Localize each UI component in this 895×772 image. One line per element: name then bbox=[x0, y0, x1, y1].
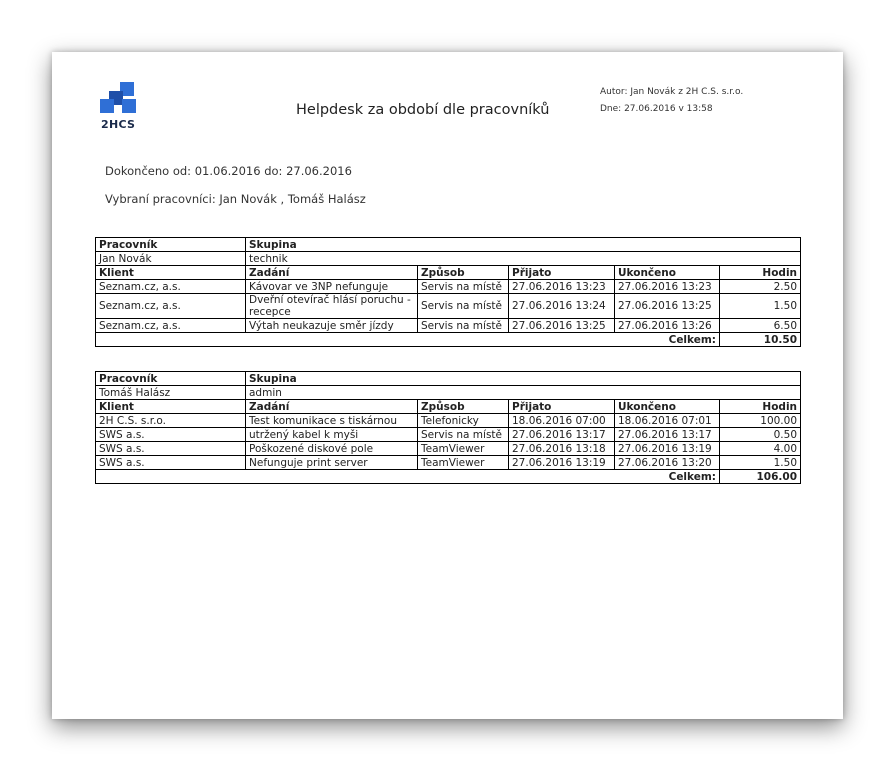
cell-finished: 27.06.2016 13:26 bbox=[615, 319, 720, 333]
worker-name: Jan Novák bbox=[96, 252, 246, 266]
col-finished: Ukončeno bbox=[615, 400, 720, 414]
worker-group: admin bbox=[246, 386, 801, 400]
col-task: Zadání bbox=[246, 400, 418, 414]
cell-hours: 100.00 bbox=[720, 414, 801, 428]
cell-finished: 27.06.2016 13:19 bbox=[615, 442, 720, 456]
worker-group: technik bbox=[246, 252, 801, 266]
cell-task: Kávovar ve 3NP nefunguje bbox=[246, 280, 418, 294]
col-hours: Hodin bbox=[720, 400, 801, 414]
report-page bbox=[52, 52, 843, 719]
cell-task: Nefunguje print server bbox=[246, 456, 418, 470]
total-row bbox=[96, 333, 801, 347]
column-header-row bbox=[96, 266, 801, 280]
total-hours: 106.00 bbox=[720, 470, 801, 484]
cell-received: 27.06.2016 13:24 bbox=[509, 294, 615, 319]
cell-task: Dveřní otevírač hlásí poruchu - recepce bbox=[246, 294, 418, 319]
cell-hours: 4.00 bbox=[720, 442, 801, 456]
col-finished: Ukončeno bbox=[615, 266, 720, 280]
col-group: Skupina bbox=[246, 238, 801, 252]
company-logo bbox=[100, 82, 150, 130]
cell-task: Poškozené diskové pole bbox=[246, 442, 418, 456]
cell-method: TeamViewer bbox=[418, 442, 509, 456]
cell-method: Servis na místě bbox=[418, 280, 509, 294]
worker-row bbox=[96, 386, 801, 400]
cell-method: Telefonicky bbox=[418, 414, 509, 428]
cell-received: 27.06.2016 13:23 bbox=[509, 280, 615, 294]
total-label: Celkem: bbox=[96, 470, 720, 484]
cell-method: Servis na místě bbox=[418, 428, 509, 442]
cell-client: SWS a.s. bbox=[96, 428, 246, 442]
col-received: Přijato bbox=[509, 266, 615, 280]
worker-header-row bbox=[96, 238, 801, 252]
col-method: Způsob bbox=[418, 266, 509, 280]
cell-client: Seznam.cz, a.s. bbox=[96, 319, 246, 333]
cell-task: utržený kabel k myši bbox=[246, 428, 418, 442]
report-title: Helpdesk za období dle pracovníků bbox=[296, 102, 550, 118]
cell-received: 27.06.2016 13:18 bbox=[509, 442, 615, 456]
cell-task: Výtah neukazuje směr jízdy bbox=[246, 319, 418, 333]
col-worker: Pracovník bbox=[96, 238, 246, 252]
worker-name: Tomáš Halász bbox=[96, 386, 246, 400]
cell-client: Seznam.cz, a.s. bbox=[96, 294, 246, 319]
total-row bbox=[96, 470, 801, 484]
report-author-block bbox=[600, 84, 743, 118]
cell-received: 27.06.2016 13:17 bbox=[509, 428, 615, 442]
worker-table-1 bbox=[95, 237, 801, 347]
cell-client: SWS a.s. bbox=[96, 442, 246, 456]
cell-method: Servis na místě bbox=[418, 294, 509, 319]
col-task: Zadání bbox=[246, 266, 418, 280]
col-method: Způsob bbox=[418, 400, 509, 414]
cell-method: TeamViewer bbox=[418, 456, 509, 470]
table-row bbox=[96, 428, 801, 442]
cell-hours: 0.50 bbox=[720, 428, 801, 442]
report-author: Autor: Jan Novák z 2H C.S. s.r.o. bbox=[600, 87, 744, 97]
completed-range: Dokončeno od: 01.06.2016 do: 27.06.2016 bbox=[105, 164, 352, 178]
table-row bbox=[96, 456, 801, 470]
cell-finished: 27.06.2016 13:17 bbox=[615, 428, 720, 442]
cell-client: 2H C.S. s.r.o. bbox=[96, 414, 246, 428]
cell-finished: 27.06.2016 13:20 bbox=[615, 456, 720, 470]
cell-received: 18.06.2016 07:00 bbox=[509, 414, 615, 428]
col-client: Klient bbox=[96, 400, 246, 414]
table-row bbox=[96, 280, 801, 294]
logo-blocks-icon bbox=[100, 82, 140, 116]
worker-header-row bbox=[96, 372, 801, 386]
total-hours: 10.50 bbox=[720, 333, 801, 347]
col-received: Přijato bbox=[509, 400, 615, 414]
selected-workers: Vybraní pracovníci: Jan Novák , Tomáš Halász bbox=[105, 192, 366, 206]
table-row bbox=[96, 294, 801, 319]
cell-hours: 1.50 bbox=[720, 456, 801, 470]
col-worker: Pracovník bbox=[96, 372, 246, 386]
report-date: Dne: 27.06.2016 v 13:58 bbox=[600, 104, 713, 114]
cell-method: Servis na místě bbox=[418, 319, 509, 333]
cell-finished: 27.06.2016 13:23 bbox=[615, 280, 720, 294]
cell-task: Test komunikace s tiskárnou bbox=[246, 414, 418, 428]
cell-finished: 18.06.2016 07:01 bbox=[615, 414, 720, 428]
column-header-row bbox=[96, 400, 801, 414]
col-client: Klient bbox=[96, 266, 246, 280]
table-row bbox=[96, 442, 801, 456]
col-hours: Hodin bbox=[720, 266, 801, 280]
cell-hours: 2.50 bbox=[720, 280, 801, 294]
total-label: Celkem: bbox=[96, 333, 720, 347]
cell-hours: 1.50 bbox=[720, 294, 801, 319]
table-row bbox=[96, 319, 801, 333]
cell-client: SWS a.s. bbox=[96, 456, 246, 470]
cell-hours: 6.50 bbox=[720, 319, 801, 333]
table-row bbox=[96, 414, 801, 428]
cell-client: Seznam.cz, a.s. bbox=[96, 280, 246, 294]
col-group: Skupina bbox=[246, 372, 801, 386]
cell-received: 27.06.2016 13:19 bbox=[509, 456, 615, 470]
worker-table-2 bbox=[95, 371, 801, 484]
logo-text: 2HCS bbox=[101, 118, 136, 131]
cell-received: 27.06.2016 13:25 bbox=[509, 319, 615, 333]
worker-row bbox=[96, 252, 801, 266]
cell-finished: 27.06.2016 13:25 bbox=[615, 294, 720, 319]
